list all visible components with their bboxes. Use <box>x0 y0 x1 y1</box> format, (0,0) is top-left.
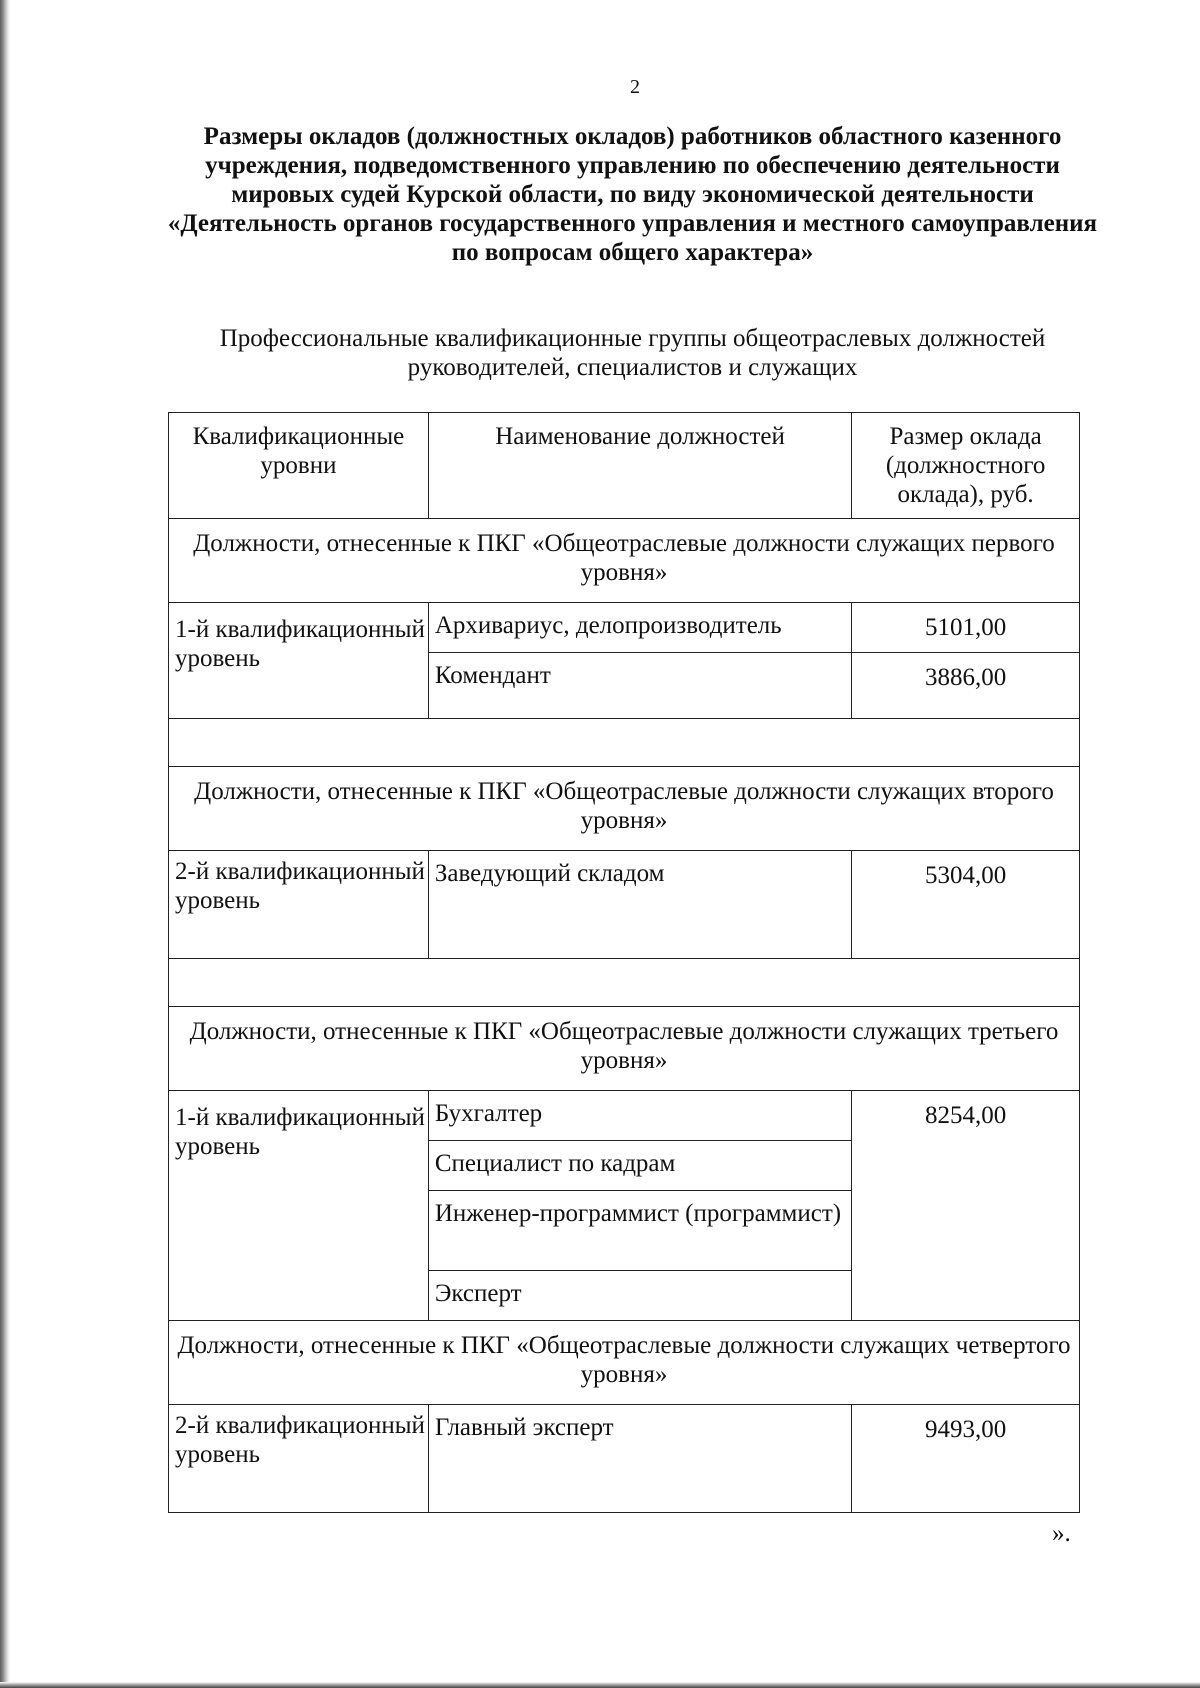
header-level: Квалификационные уровни <box>169 413 429 519</box>
salary-value: 5101,00 <box>852 603 1080 653</box>
qualification-level: 1-й квалификационный уровень <box>169 603 429 719</box>
header-name: Наименование должностей <box>428 413 851 519</box>
closing-quote-mark: ». <box>1052 1520 1071 1547</box>
document-title: Размеры окладов (должностных окладов) работников областного казенного учреждения, подведомственного управлению по обеспечению деятельности мировых судей Курской области, по виду экономической деятельности «Деятельность органов государственного управления и местного самоуправления по вопросам общего характера» <box>167 123 1098 266</box>
position-name: Эксперт <box>428 1271 851 1321</box>
empty-cell <box>169 719 1080 767</box>
salary-value: 8254,00 <box>852 1091 1080 1321</box>
table-row <box>169 1091 1080 1141</box>
group-title-row <box>169 519 1080 603</box>
salary-value: 9493,00 <box>852 1405 1080 1513</box>
position-name: Заведующий складом <box>428 851 851 959</box>
table-row <box>169 603 1080 653</box>
page-number: 2 <box>630 76 640 98</box>
scan-edge-left <box>0 0 10 1688</box>
qualification-level: 2-й квалификационный уровень <box>169 1405 429 1513</box>
position-name: Инженер-программист (программист) <box>428 1191 851 1271</box>
salary-value: 5304,00 <box>852 851 1080 959</box>
header-salary: Размер оклада (должностного оклада), руб. <box>852 413 1080 519</box>
table-row <box>169 851 1080 959</box>
group-title-row <box>169 1321 1080 1405</box>
position-name: Бухгалтер <box>428 1091 851 1141</box>
document-subtitle: Профессиональные квалификационные группы общеотраслевых должностей руководителей, специалистов и служащих <box>219 325 1046 381</box>
salary-table <box>168 412 1080 1513</box>
salary-value: 3886,00 <box>852 653 1080 719</box>
group-title: Должности, отнесенные к ПКГ «Общеотраслевые должности служащих третьего уровня» <box>169 1007 1080 1091</box>
group-title-row <box>169 1007 1080 1091</box>
group-title: Должности, отнесенные к ПКГ «Общеотраслевые должности служащих первого уровня» <box>169 519 1080 603</box>
scan-edge-bottom <box>0 1682 1200 1688</box>
table-header-row <box>169 413 1080 519</box>
qualification-level: 2-й квалификационный уровень <box>169 851 429 959</box>
group-title-row <box>169 767 1080 851</box>
empty-row <box>169 959 1080 1007</box>
group-title: Должности, отнесенные к ПКГ «Общеотраслевые должности служащих второго уровня» <box>169 767 1080 851</box>
position-name: Архивариус, делопроизводитель <box>428 603 851 653</box>
table-row <box>169 1405 1080 1513</box>
position-name: Главный эксперт <box>428 1405 851 1513</box>
position-name: Специалист по кадрам <box>428 1141 851 1191</box>
position-name: Комендант <box>428 653 851 719</box>
empty-row <box>169 719 1080 767</box>
qualification-level: 1-й квалификационный уровень <box>169 1091 429 1321</box>
group-title: Должности, отнесенные к ПКГ «Общеотраслевые должности служащих четвертого уровня» <box>169 1321 1080 1405</box>
empty-cell <box>169 959 1080 1007</box>
